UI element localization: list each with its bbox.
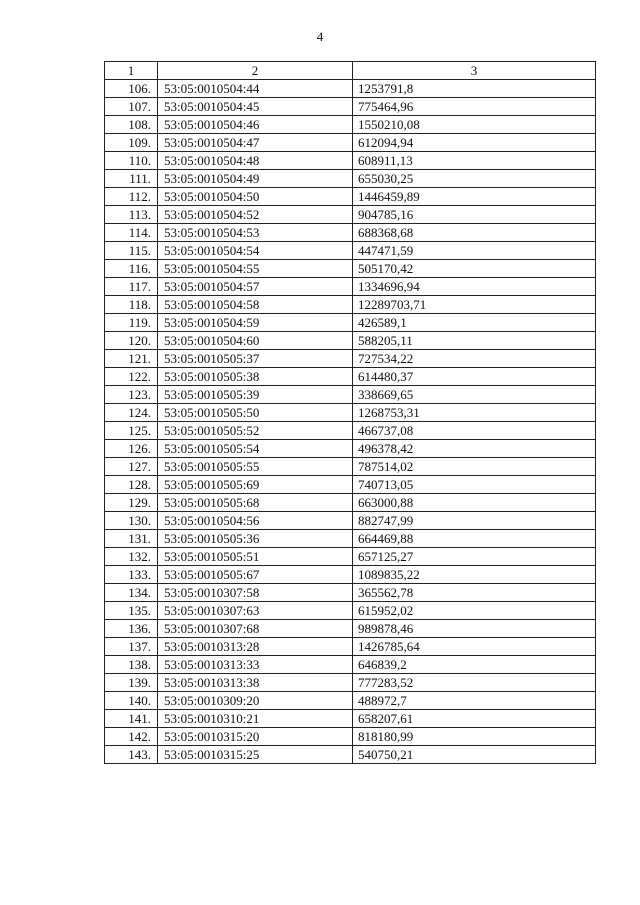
row-number-cell: 131. (105, 530, 158, 548)
cadastral-number-cell: 53:05:0010504:46 (158, 116, 353, 134)
table-row (105, 602, 596, 620)
row-number-cell: 109. (105, 134, 158, 152)
value-cell: 496378,42 (353, 440, 596, 458)
cadastral-number-cell: 53:05:0010307:63 (158, 602, 353, 620)
table-row (105, 638, 596, 656)
row-number-cell: 133. (105, 566, 158, 584)
value-cell: 787514,02 (353, 458, 596, 476)
cadastral-number-cell: 53:05:0010309:20 (158, 692, 353, 710)
row-number-cell: 117. (105, 278, 158, 296)
column-header-3: 3 (353, 62, 596, 80)
cadastral-number-cell: 53:05:0010315:20 (158, 728, 353, 746)
table-row (105, 188, 596, 206)
table-row (105, 656, 596, 674)
row-number-cell: 118. (105, 296, 158, 314)
table-row (105, 566, 596, 584)
value-cell: 588205,11 (353, 332, 596, 350)
row-number-cell: 134. (105, 584, 158, 602)
table-row (105, 494, 596, 512)
table-row (105, 314, 596, 332)
value-cell: 12289703,71 (353, 296, 596, 314)
page-number: 4 (316, 29, 324, 44)
cadastral-number-cell: 53:05:0010505:52 (158, 422, 353, 440)
table-row (105, 296, 596, 314)
cadastral-number-cell: 53:05:0010315:25 (158, 746, 353, 764)
table-row (105, 368, 596, 386)
cadastral-number-cell: 53:05:0010313:28 (158, 638, 353, 656)
table-row (105, 440, 596, 458)
cadastral-number-cell: 53:05:0010504:45 (158, 98, 353, 116)
cadastral-number-cell: 53:05:0010504:48 (158, 152, 353, 170)
row-number-cell: 130. (105, 512, 158, 530)
cadastral-number-cell: 53:05:0010504:59 (158, 314, 353, 332)
column-header-1: 1 (105, 62, 158, 80)
cadastral-number-cell: 53:05:0010504:49 (158, 170, 353, 188)
cadastral-number-cell: 53:05:0010307:68 (158, 620, 353, 638)
row-number-cell: 137. (105, 638, 158, 656)
value-cell: 1089835,22 (353, 566, 596, 584)
cadastral-number-cell: 53:05:0010504:52 (158, 206, 353, 224)
row-number-cell: 106. (105, 80, 158, 98)
cadastral-number-cell: 53:05:0010504:47 (158, 134, 353, 152)
row-number-cell: 108. (105, 116, 158, 134)
value-cell: 655030,25 (353, 170, 596, 188)
table-row (105, 422, 596, 440)
table-row (105, 512, 596, 530)
table-row (105, 278, 596, 296)
table-row (105, 152, 596, 170)
value-cell: 657125,27 (353, 548, 596, 566)
row-number-cell: 127. (105, 458, 158, 476)
row-number-cell: 114. (105, 224, 158, 242)
cadastral-number-cell: 53:05:0010505:54 (158, 440, 353, 458)
header-row (105, 62, 596, 80)
row-number-cell: 116. (105, 260, 158, 278)
cadastral-number-cell: 53:05:0010313:38 (158, 674, 353, 692)
cadastral-table (104, 61, 596, 764)
cadastral-number-cell: 53:05:0010505:68 (158, 494, 353, 512)
cadastral-number-cell: 53:05:0010310:21 (158, 710, 353, 728)
value-cell: 740713,05 (353, 476, 596, 494)
row-number-cell: 112. (105, 188, 158, 206)
value-cell: 615952,02 (353, 602, 596, 620)
row-number-cell: 122. (105, 368, 158, 386)
value-cell: 727534,22 (353, 350, 596, 368)
table-row (105, 116, 596, 134)
row-number-cell: 135. (105, 602, 158, 620)
cadastral-number-cell: 53:05:0010504:50 (158, 188, 353, 206)
cadastral-number-cell: 53:05:0010504:57 (158, 278, 353, 296)
row-number-cell: 115. (105, 242, 158, 260)
table-row (105, 458, 596, 476)
table-row (105, 548, 596, 566)
value-cell: 658207,61 (353, 710, 596, 728)
row-number-cell: 139. (105, 674, 158, 692)
table-row (105, 692, 596, 710)
value-cell: 488972,7 (353, 692, 596, 710)
cadastral-number-cell: 53:05:0010307:58 (158, 584, 353, 602)
row-number-cell: 136. (105, 620, 158, 638)
table-row (105, 386, 596, 404)
row-number-cell: 124. (105, 404, 158, 422)
table-row (105, 134, 596, 152)
value-cell: 989878,46 (353, 620, 596, 638)
row-number-cell: 142. (105, 728, 158, 746)
row-number-cell: 129. (105, 494, 158, 512)
table-row (105, 476, 596, 494)
value-cell: 775464,96 (353, 98, 596, 116)
row-number-cell: 128. (105, 476, 158, 494)
value-cell: 505170,42 (353, 260, 596, 278)
row-number-cell: 138. (105, 656, 158, 674)
column-header-2: 2 (158, 62, 353, 80)
row-number-cell: 123. (105, 386, 158, 404)
cadastral-number-cell: 53:05:0010505:39 (158, 386, 353, 404)
cadastral-number-cell: 53:05:0010504:60 (158, 332, 353, 350)
table-row (105, 80, 596, 98)
row-number-cell: 111. (105, 170, 158, 188)
value-cell: 1426785,64 (353, 638, 596, 656)
value-cell: 1253791,8 (353, 80, 596, 98)
value-cell: 447471,59 (353, 242, 596, 260)
value-cell: 540750,21 (353, 746, 596, 764)
cadastral-number-cell: 53:05:0010505:67 (158, 566, 353, 584)
value-cell: 1334696,94 (353, 278, 596, 296)
cadastral-number-cell: 53:05:0010505:69 (158, 476, 353, 494)
cadastral-number-cell: 53:05:0010504:53 (158, 224, 353, 242)
cadastral-number-cell: 53:05:0010504:44 (158, 80, 353, 98)
value-cell: 663000,88 (353, 494, 596, 512)
value-cell: 612094,94 (353, 134, 596, 152)
row-number-cell: 110. (105, 152, 158, 170)
value-cell: 688368,68 (353, 224, 596, 242)
row-number-cell: 126. (105, 440, 158, 458)
value-cell: 664469,88 (353, 530, 596, 548)
value-cell: 608911,13 (353, 152, 596, 170)
value-cell: 614480,37 (353, 368, 596, 386)
value-cell: 777283,52 (353, 674, 596, 692)
value-cell: 466737,08 (353, 422, 596, 440)
row-number-cell: 140. (105, 692, 158, 710)
cadastral-number-cell: 53:05:0010504:58 (158, 296, 353, 314)
table-row (105, 530, 596, 548)
cadastral-number-cell: 53:05:0010504:56 (158, 512, 353, 530)
row-number-cell: 107. (105, 98, 158, 116)
cadastral-number-cell: 53:05:0010505:37 (158, 350, 353, 368)
value-cell: 338669,65 (353, 386, 596, 404)
cadastral-number-cell: 53:05:0010313:33 (158, 656, 353, 674)
table-row (105, 710, 596, 728)
table-row (105, 170, 596, 188)
row-number-cell: 125. (105, 422, 158, 440)
table-row (105, 260, 596, 278)
cadastral-number-cell: 53:05:0010505:38 (158, 368, 353, 386)
value-cell: 1446459,89 (353, 188, 596, 206)
table-body (105, 80, 596, 764)
table-row (105, 224, 596, 242)
table-row (105, 242, 596, 260)
table-row (105, 584, 596, 602)
value-cell: 365562,78 (353, 584, 596, 602)
value-cell: 1550210,08 (353, 116, 596, 134)
row-number-cell: 119. (105, 314, 158, 332)
cadastral-number-cell: 53:05:0010505:50 (158, 404, 353, 422)
table-row (105, 206, 596, 224)
cadastral-number-cell: 53:05:0010505:51 (158, 548, 353, 566)
row-number-cell: 132. (105, 548, 158, 566)
row-number-cell: 121. (105, 350, 158, 368)
table-row (105, 350, 596, 368)
cadastral-number-cell: 53:05:0010505:55 (158, 458, 353, 476)
value-cell: 904785,16 (353, 206, 596, 224)
table-row (105, 404, 596, 422)
table-row (105, 98, 596, 116)
row-number-cell: 113. (105, 206, 158, 224)
cadastral-number-cell: 53:05:0010504:55 (158, 260, 353, 278)
value-cell: 1268753,31 (353, 404, 596, 422)
cadastral-number-cell: 53:05:0010505:36 (158, 530, 353, 548)
value-cell: 882747,99 (353, 512, 596, 530)
table-row (105, 620, 596, 638)
value-cell: 426589,1 (353, 314, 596, 332)
value-cell: 818180,99 (353, 728, 596, 746)
table-row (105, 674, 596, 692)
cadastral-number-cell: 53:05:0010504:54 (158, 242, 353, 260)
table-row (105, 332, 596, 350)
row-number-cell: 120. (105, 332, 158, 350)
table-row (105, 746, 596, 764)
row-number-cell: 141. (105, 710, 158, 728)
row-number-cell: 143. (105, 746, 158, 764)
value-cell: 646839,2 (353, 656, 596, 674)
table-row (105, 728, 596, 746)
